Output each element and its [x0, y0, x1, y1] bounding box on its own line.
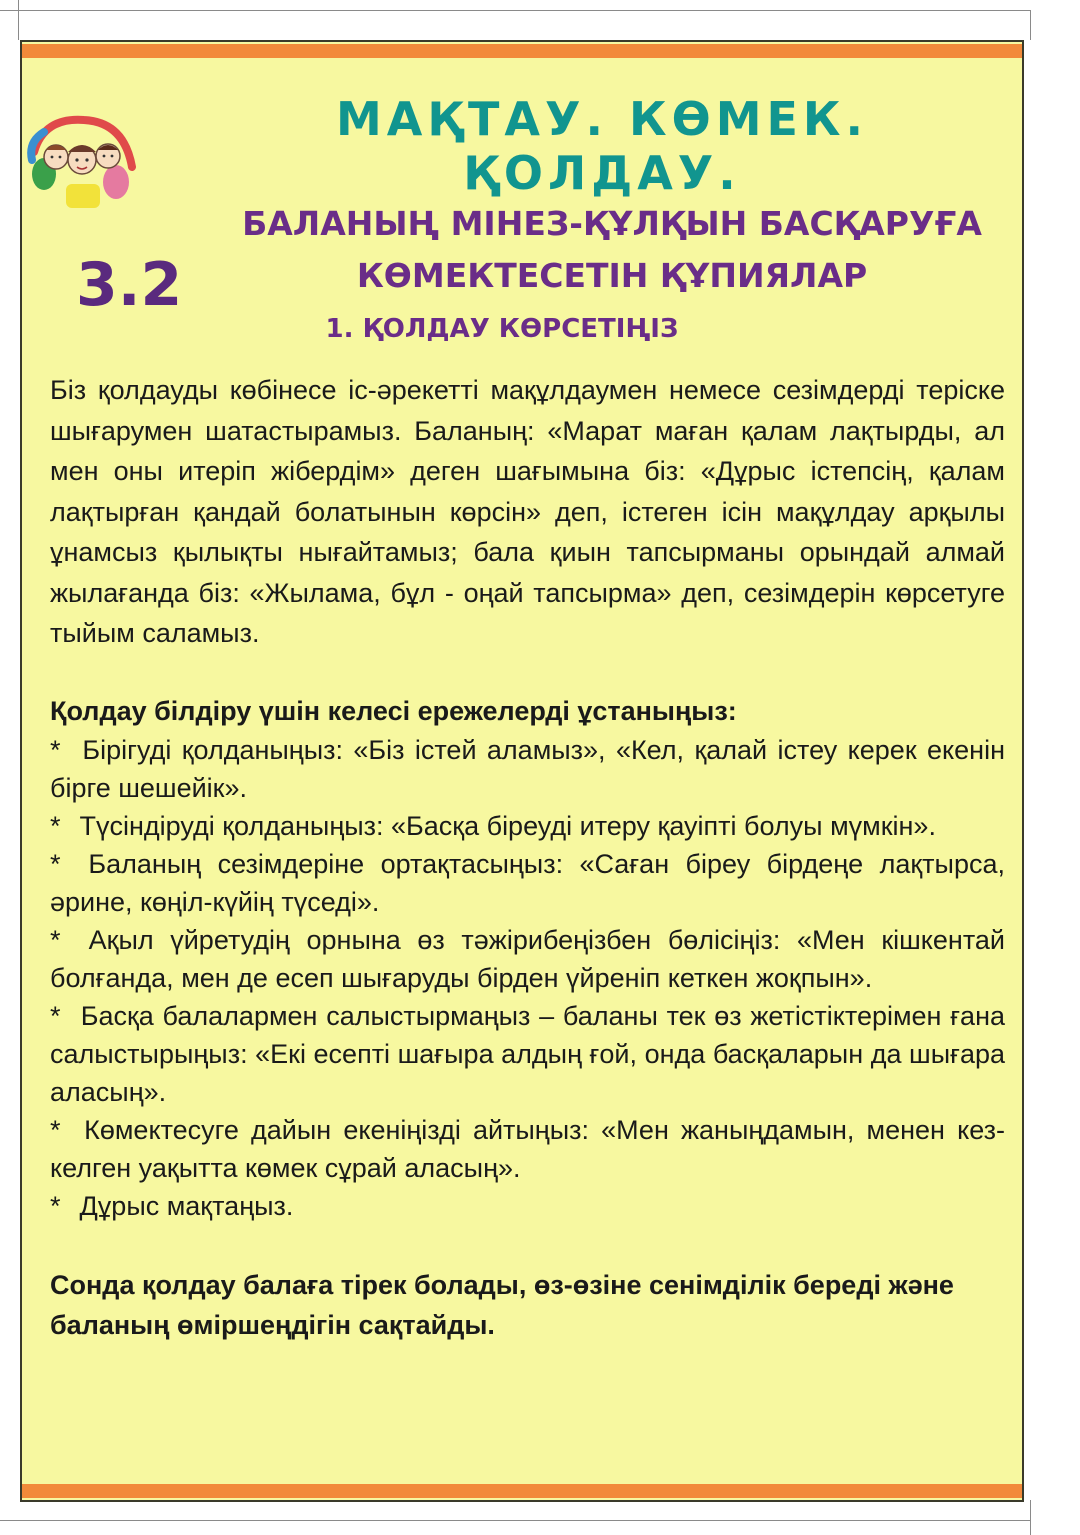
rule-item: * Дұрыс мақтаңыз. [50, 1187, 1005, 1225]
rule-item: * Басқа балалармен салыстырмаңыз – баланы тек өз жетістіктерімен ғана салыстырыңыз: «Екі есепті шағыра алдың ғой, онда басқаларын да шығара аласың». [50, 997, 1005, 1111]
rules-title: Қолдау білдіру үшін келесі ережелерді ұстаныңыз: [50, 695, 737, 726]
rule-item: * Көмектесуге дайын екеніңізді айтыңыз: «Мен жаныңдамын, менен кез-келген уақытта көмек сұрай аласың». [50, 1111, 1005, 1187]
rule-item: * Бірігуді қолданыңыз: «Біз істей аламыз», «Кел, қалай істеу керек екенін бірге шешейік». [50, 731, 1005, 807]
bullet-icon: * [50, 925, 61, 955]
document-page [20, 40, 1024, 1502]
section-number: 3.2 [76, 250, 183, 320]
section-title: БАЛАНЫҢ МІНЕЗ-ҚҰЛҚЫН БАСҚАРУҒА КӨМЕКТЕСЕТІН ҚҰПИЯЛАР [242, 204, 982, 295]
rule-item: * Түсіндіруді қолданыңыз: «Басқа біреуді итеру қауіпті болуы мүмкін». [50, 807, 1005, 845]
rule-item: * Баланың сезімдеріне ортақтасыңыз: «Саған біреу бірдеңе лақтырса, әрине, көңіл-күйің түседі». [50, 845, 1005, 921]
bullet-icon: * [50, 1191, 61, 1221]
bullet-icon: * [50, 849, 61, 879]
intro-paragraph: Біз қолдауды көбінесе іс-әрекетті мақұлдаумен немесе сезімдерді теріске шығарумен шатастырамыз. Баланың: «Марат маған қалам лақтырды, ал мен оны итеріп жібердім» деген шағымына біз: «Дұрыс істепсің, қалам лақтырған қандай болатынын көрсін» деп, істеген ісін мақұлдау арқылы ұнамсыз қылықты нығайтамыз; бала қиын тапсырманы орындай алмай жылағанда біз: «Жылама, бұл - оңай тапсырма» деп, сезімдерін көрсетуге тыйым саламыз. [50, 375, 1005, 648]
main-text [50, 370, 1005, 1345]
bottom-stripe [22, 1484, 1022, 1498]
bullet-icon: * [50, 811, 61, 841]
top-stripe [22, 44, 1022, 58]
subsection-title: 1. ҚОЛДАУ КӨРСЕТІҢІЗ [325, 314, 679, 344]
crop-mark-right-bottom [1030, 1500, 1031, 1535]
children-illustration [24, 112, 142, 212]
crop-mark-right-top [1030, 10, 1031, 40]
bullet-icon: * [50, 1115, 61, 1145]
bullet-icon: * [50, 1001, 61, 1031]
bullet-icon: * [50, 735, 61, 765]
page-heading: МАҚТАУ. КӨМЕК. ҚОЛДАУ. [336, 92, 868, 200]
conclusion-paragraph: Сонда қолдау балаға тірек болады, өз-өзіне сенімділік береді және баланың өміршеңдігін сақтайды. [50, 1270, 954, 1340]
crop-mark-left-top [18, 0, 19, 40]
crop-mark-bottom [0, 1520, 1030, 1521]
rule-item: * Ақыл үйретудің орнына өз тәжірибеңізбен бөлісіңіз: «Мен кішкентай болғанда, мен де есеп шығаруды бірден үйреніп кеткен жоқпын». [50, 921, 1005, 997]
crop-mark-top [0, 10, 1030, 11]
